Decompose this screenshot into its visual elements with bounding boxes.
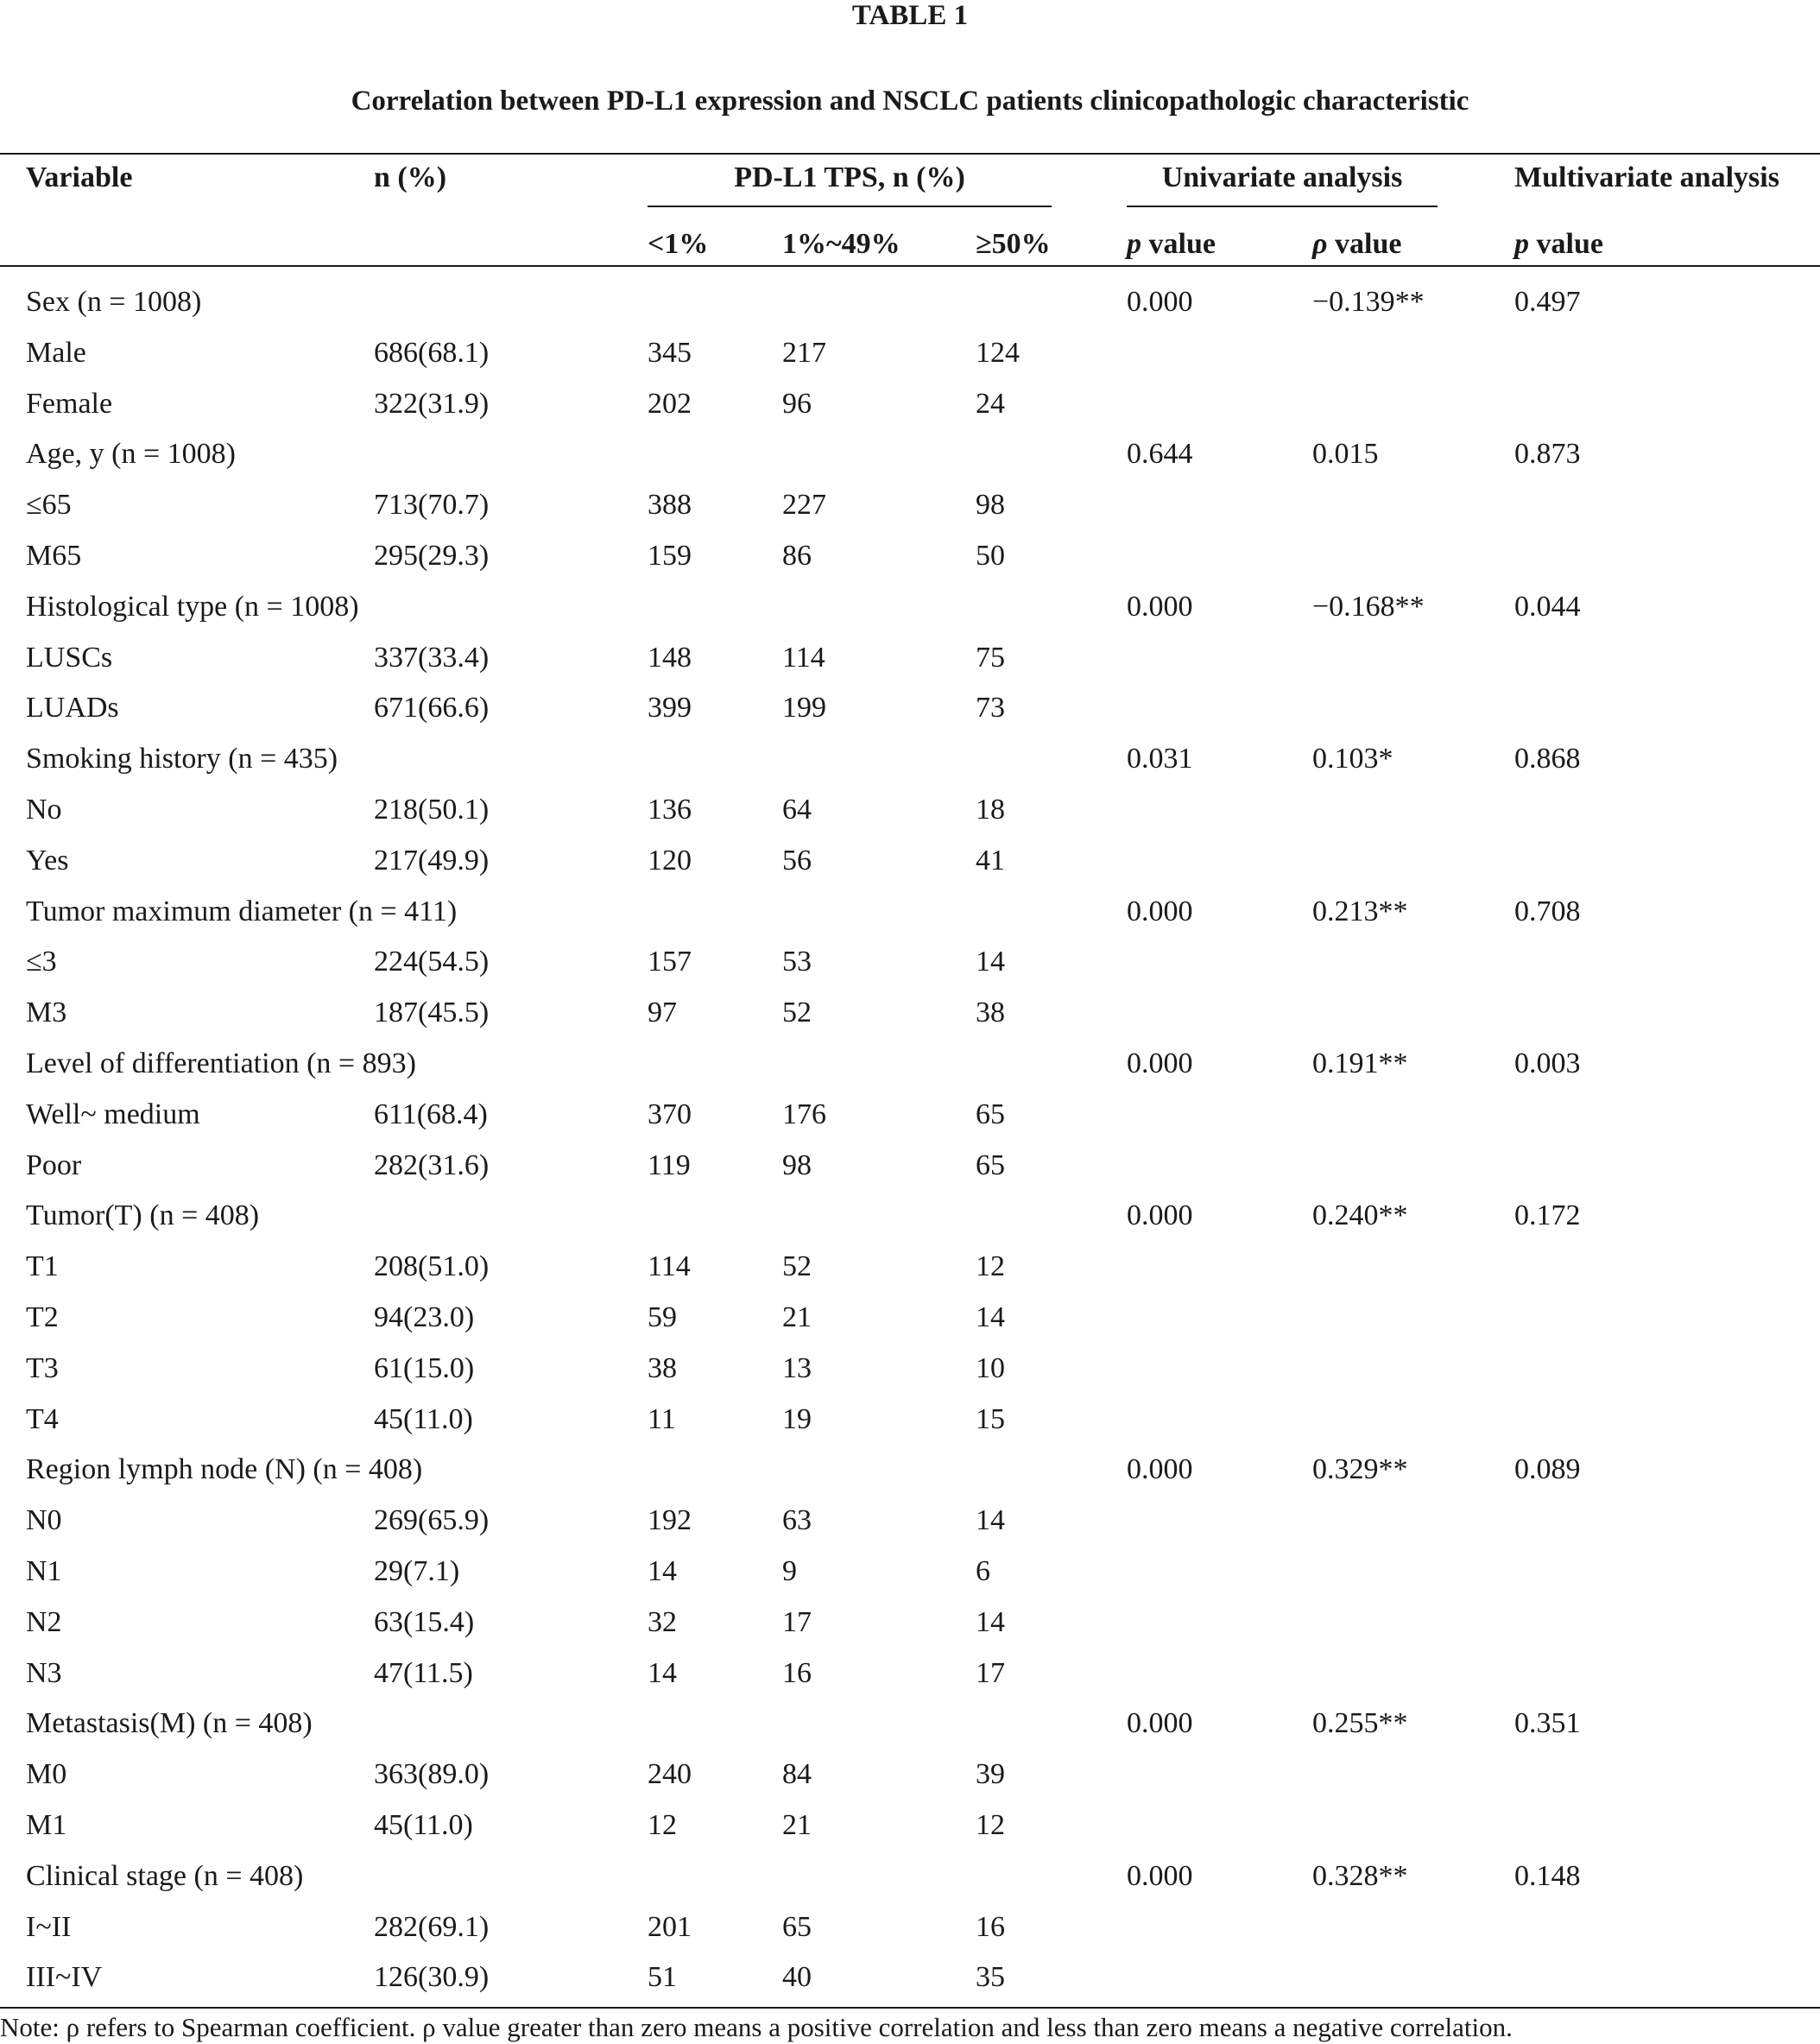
cell-1-49: 17 [782, 1605, 812, 1638]
cell-variable: Tumor(T) (n = 408) [26, 1199, 260, 1232]
cell-lt1: 97 [648, 997, 677, 1029]
table-row [0, 742, 1820, 793]
cell-1-49: 176 [782, 1098, 826, 1130]
cell-p-multivariate: 0.351 [1514, 1707, 1581, 1740]
table-row [0, 691, 1820, 742]
cell-1-49: 217 [782, 336, 826, 369]
cell-ge50: 18 [976, 794, 1005, 826]
cell-lt1: 192 [648, 1504, 692, 1537]
cell-p-univariate: 0.644 [1127, 438, 1193, 471]
cell-n-pct: 686(68.1) [374, 336, 490, 369]
cell-variable: M1 [26, 1809, 67, 1841]
top-rule [0, 153, 1820, 155]
cell-variable: ≤3 [26, 946, 57, 978]
cell-ge50: 16 [976, 1910, 1005, 1943]
table-row [0, 1757, 1820, 1808]
cell-p-univariate: 0.000 [1127, 1859, 1193, 1892]
cell-variable: Metastasis(M) (n = 408) [26, 1707, 313, 1740]
cell-n-pct: 224(54.5) [374, 946, 490, 978]
cell-p-univariate: 0.000 [1127, 1199, 1193, 1232]
cell-n-pct: 282(69.1) [374, 1910, 490, 1943]
table-row [0, 1808, 1820, 1859]
table-row [0, 1300, 1820, 1351]
table-row [0, 895, 1820, 946]
header-n-pct: n (%) [374, 161, 447, 193]
table-row [0, 1706, 1820, 1757]
cell-1-49: 40 [782, 1961, 812, 1994]
cell-variable: N3 [26, 1656, 62, 1689]
cell-rho: 0.329** [1312, 1453, 1408, 1486]
cell-ge50: 14 [976, 946, 1005, 978]
cell-n-pct: 45(11.0) [374, 1809, 473, 1841]
cell-n-pct: 94(23.0) [374, 1301, 475, 1333]
cell-lt1: 240 [648, 1758, 692, 1791]
cell-p-multivariate: 0.868 [1514, 743, 1581, 775]
cell-p-multivariate: 0.003 [1514, 1047, 1581, 1079]
cell-ge50: 98 [976, 489, 1005, 522]
cell-1-49: 84 [782, 1758, 812, 1791]
cell-n-pct: 269(65.9) [374, 1504, 490, 1537]
cell-ge50: 17 [976, 1656, 1005, 1689]
cell-p-univariate: 0.000 [1127, 895, 1193, 927]
cell-variable: N0 [26, 1504, 62, 1537]
cell-1-49: 64 [782, 794, 812, 826]
table-row [0, 1047, 1820, 1098]
table-row [0, 641, 1820, 692]
cell-p-univariate: 0.000 [1127, 1047, 1193, 1079]
table-row [0, 1452, 1820, 1503]
cell-ge50: 65 [976, 1098, 1005, 1130]
cell-n-pct: 713(70.7) [374, 489, 490, 522]
table-row [0, 793, 1820, 844]
cell-lt1: 120 [648, 844, 692, 876]
cell-1-49: 53 [782, 946, 812, 978]
p-symbol: p [1514, 228, 1529, 260]
header-variable: Variable [26, 161, 133, 193]
cell-1-49: 63 [782, 1504, 812, 1537]
cell-variable: Poor [26, 1149, 82, 1181]
cell-rho: −0.168** [1312, 590, 1425, 623]
cell-lt1: 14 [648, 1555, 677, 1587]
table-row [0, 1910, 1820, 1961]
cell-variable: N2 [26, 1605, 62, 1638]
header-pdl1-tps: PD-L1 TPS, n (%) [734, 161, 965, 193]
cell-ge50: 14 [976, 1504, 1005, 1537]
table-row [0, 387, 1820, 438]
cell-ge50: 75 [976, 641, 1005, 674]
cell-ge50: 10 [976, 1351, 1005, 1384]
cell-n-pct: 282(31.6) [374, 1149, 490, 1181]
table-row [0, 1656, 1820, 1707]
cell-1-49: 114 [782, 641, 825, 674]
header-ge50: ≥50% [976, 228, 1051, 260]
cell-1-49: 96 [782, 387, 812, 420]
cell-ge50: 50 [976, 540, 1005, 572]
cell-n-pct: 322(31.9) [374, 387, 490, 420]
cell-rho: 0.213** [1312, 895, 1408, 927]
cell-lt1: 148 [648, 641, 692, 674]
table-row [0, 945, 1820, 996]
header-lt1: <1% [648, 228, 709, 260]
table-row [0, 1503, 1820, 1554]
cell-variable: Histological type (n = 1008) [26, 590, 359, 623]
header-p-value-uni [1127, 227, 1216, 262]
table-row [0, 437, 1820, 488]
cell-1-49: 199 [782, 692, 826, 725]
cell-1-49: 9 [782, 1555, 797, 1587]
cell-ge50: 24 [976, 387, 1005, 420]
cell-lt1: 119 [648, 1149, 691, 1181]
cell-ge50: 38 [976, 997, 1005, 1029]
header-rho-value [1312, 227, 1401, 262]
cell-lt1: 370 [648, 1098, 692, 1130]
cell-1-49: 16 [782, 1656, 812, 1689]
cell-rho: 0.328** [1312, 1859, 1408, 1892]
cell-variable: No [26, 794, 62, 826]
cell-lt1: 11 [648, 1402, 676, 1435]
cell-variable: T4 [26, 1402, 59, 1435]
table-row [0, 488, 1820, 539]
cell-lt1: 136 [648, 794, 692, 826]
cell-p-multivariate: 0.044 [1514, 590, 1581, 623]
table-row [0, 1554, 1820, 1605]
cell-variable: M0 [26, 1758, 67, 1791]
rho-symbol: ρ [1312, 228, 1328, 260]
table-caption: Correlation between PD-L1 expression and NSCLC patients clinicopathologic characteristic [351, 85, 1469, 117]
cell-rho: 0.191** [1312, 1047, 1408, 1079]
cell-1-49: 52 [782, 1250, 812, 1283]
cell-variable: Level of differentiation (n = 893) [26, 1047, 416, 1079]
cell-lt1: 201 [648, 1910, 692, 1943]
cell-n-pct: 63(15.4) [374, 1605, 475, 1638]
cell-n-pct: 45(11.0) [374, 1402, 473, 1435]
cell-1-49: 65 [782, 1910, 812, 1943]
cell-lt1: 12 [648, 1809, 677, 1841]
cell-variable: Age, y (n = 1008) [26, 438, 236, 471]
table-row [0, 1605, 1820, 1656]
cell-n-pct: 218(50.1) [374, 794, 490, 826]
bottom-rule [0, 2007, 1820, 2009]
cell-1-49: 13 [782, 1351, 812, 1384]
cell-ge50: 73 [976, 692, 1005, 725]
header-p-value-multi [1514, 227, 1603, 262]
header-univariate: Univariate analysis [1161, 161, 1403, 193]
cell-variable: Tumor maximum diameter (n = 411) [26, 895, 458, 927]
cell-p-multivariate: 0.873 [1514, 438, 1581, 471]
table-row [0, 539, 1820, 590]
cell-ge50: 35 [976, 1961, 1005, 1994]
cell-variable: M3 [26, 997, 67, 1029]
cell-ge50: 14 [976, 1301, 1005, 1333]
cell-ge50: 65 [976, 1149, 1005, 1181]
cell-p-multivariate: 0.172 [1514, 1199, 1581, 1232]
cell-lt1: 51 [648, 1961, 677, 1994]
value-word: value [1141, 228, 1216, 260]
cell-1-49: 21 [782, 1809, 812, 1841]
table-row [0, 590, 1820, 641]
cell-p-multivariate: 0.089 [1514, 1453, 1581, 1486]
cell-ge50: 124 [976, 336, 1020, 369]
cell-rho: −0.139** [1312, 286, 1425, 318]
pdl1-group-underline [648, 206, 1052, 207]
cell-variable: LUADs [26, 692, 119, 725]
table-row [0, 1098, 1820, 1149]
cell-variable: T3 [26, 1351, 59, 1384]
cell-n-pct: 187(45.5) [374, 997, 490, 1029]
cell-lt1: 32 [648, 1605, 677, 1638]
table-row [0, 1250, 1820, 1300]
cell-n-pct: 126(30.9) [374, 1961, 490, 1994]
cell-lt1: 14 [648, 1656, 677, 1689]
cell-1-49: 56 [782, 844, 812, 876]
cell-p-univariate: 0.031 [1127, 743, 1193, 775]
cell-n-pct: 61(15.0) [374, 1351, 475, 1384]
cell-n-pct: 611(68.4) [374, 1098, 488, 1130]
cell-n-pct: 295(29.3) [374, 540, 490, 572]
cell-ge50: 14 [976, 1605, 1005, 1638]
cell-lt1: 345 [648, 336, 692, 369]
table-row [0, 1859, 1820, 1910]
cell-variable: Male [26, 336, 86, 369]
cell-ge50: 12 [976, 1809, 1005, 1841]
cell-variable: M65 [26, 540, 82, 572]
cell-1-49: 86 [782, 540, 812, 572]
cell-n-pct: 337(33.4) [374, 641, 490, 674]
cell-variable: Female [26, 387, 113, 420]
cell-variable: I~II [26, 1910, 72, 1943]
table-row [0, 1351, 1820, 1402]
cell-variable: III~IV [26, 1961, 103, 1994]
cell-n-pct: 47(11.5) [374, 1656, 473, 1689]
cell-n-pct: 363(89.0) [374, 1758, 490, 1791]
cell-1-49: 52 [782, 997, 812, 1029]
cell-lt1: 388 [648, 489, 692, 522]
p-symbol: p [1127, 228, 1141, 260]
table-row [0, 844, 1820, 895]
cell-lt1: 399 [648, 692, 692, 725]
table-row [0, 1960, 1820, 2011]
cell-variable: Sex (n = 1008) [26, 286, 202, 318]
header-1-49: 1%~49% [782, 228, 901, 260]
table-row [0, 996, 1820, 1047]
cell-variable: Clinical stage (n = 408) [26, 1859, 304, 1892]
cell-1-49: 19 [782, 1402, 812, 1435]
cell-variable: ≤65 [26, 489, 72, 522]
cell-lt1: 114 [648, 1250, 691, 1283]
cell-rho: 0.103* [1312, 743, 1393, 775]
cell-variable: T2 [26, 1301, 59, 1333]
cell-variable: Region lymph node (N) (n = 408) [26, 1453, 423, 1486]
cell-p-univariate: 0.000 [1127, 1453, 1193, 1486]
cell-variable: Well~ medium [26, 1098, 200, 1130]
cell-variable: T1 [26, 1250, 59, 1283]
cell-rho: 0.255** [1312, 1707, 1408, 1740]
value-word: value [1529, 228, 1603, 260]
table-note: Note: ρ refers to Spearman coefficient. ρ value greater than zero means a positive correlation and less than zero means a negative correlation. [0, 2012, 1513, 2042]
cell-ge50: 15 [976, 1402, 1005, 1435]
cell-ge50: 6 [976, 1555, 990, 1587]
table-row [0, 1199, 1820, 1250]
cell-lt1: 157 [648, 946, 692, 978]
cell-rho: 0.015 [1312, 438, 1379, 471]
header-bottom-rule [0, 265, 1820, 267]
cell-p-multivariate: 0.148 [1514, 1859, 1581, 1892]
cell-variable: N1 [26, 1555, 62, 1587]
table-row [0, 285, 1820, 336]
cell-1-49: 21 [782, 1301, 812, 1333]
cell-n-pct: 671(66.6) [374, 692, 490, 725]
cell-1-49: 98 [782, 1149, 812, 1181]
cell-n-pct: 29(7.1) [374, 1555, 460, 1587]
table-row [0, 336, 1820, 387]
cell-variable: Smoking history (n = 435) [26, 743, 338, 775]
cell-p-univariate: 0.000 [1127, 286, 1193, 318]
cell-lt1: 38 [648, 1351, 677, 1384]
cell-lt1: 202 [648, 387, 692, 420]
cell-variable: LUSCs [26, 641, 113, 674]
table-row [0, 1402, 1820, 1453]
cell-ge50: 12 [976, 1250, 1005, 1283]
cell-variable: Yes [26, 844, 69, 876]
table-row [0, 1149, 1820, 1199]
cell-ge50: 41 [976, 844, 1005, 876]
cell-p-multivariate: 0.708 [1514, 895, 1581, 927]
cell-1-49: 227 [782, 489, 826, 522]
value-word: value [1327, 228, 1402, 260]
cell-ge50: 39 [976, 1758, 1005, 1791]
cell-p-univariate: 0.000 [1127, 1707, 1193, 1740]
cell-p-multivariate: 0.497 [1514, 286, 1581, 318]
table-label: TABLE 1 [851, 0, 969, 31]
cell-lt1: 59 [648, 1301, 677, 1333]
header-multivariate: Multivariate analysis [1514, 161, 1779, 193]
cell-n-pct: 208(51.0) [374, 1250, 490, 1283]
univariate-group-underline [1127, 206, 1438, 207]
cell-p-univariate: 0.000 [1127, 590, 1193, 623]
cell-lt1: 159 [648, 540, 692, 572]
cell-n-pct: 217(49.9) [374, 844, 490, 876]
cell-rho: 0.240** [1312, 1199, 1408, 1232]
